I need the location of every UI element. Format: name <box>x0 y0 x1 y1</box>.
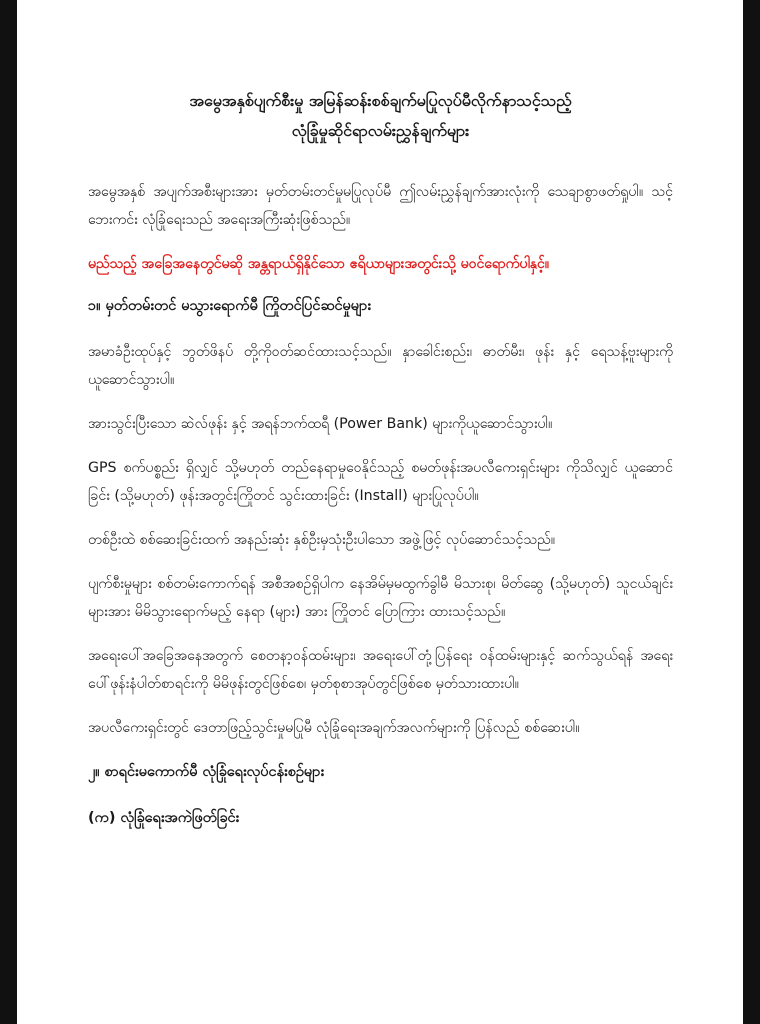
section-1-heading: ၁။ မှတ်တမ်းတင် မသွားရောက်မီ ကြိုတင်ပြင်ဆင်မှုများ <box>88 298 372 314</box>
section-1-paragraph: အရေးပေါ်အခြေအနေအတွက် စေတနာ့ဝန်ထမ်းများ၊ အရေးပေါ်တုံ့ပြန်ရေး ဝန်ထမ်းများနှင့် ဆက်သွယ်ရန် အရေးပေါ်ဖုန်းနံပါတ်စာရင်းကို မိမိဖုန်းတွင်ဖြစ်စေ၊ မှတ်စုစာအုပ်တွင်ဖြစ်စေ မှတ်သားထားပါ။ <box>88 648 673 692</box>
section-1-paragraph: အမာခံဦးထုပ်နှင့် ဘွတ်ဖိနပ် တို့ကိုဝတ်ဆင်ထားသင့်သည်။ နှာခေါင်းစည်း၊ ဓာတ်မီး၊ ဖုန်း နှင့် ရေသန့်ဗူးများကို ယူဆောင်သွားပါ။ <box>88 344 673 388</box>
section-1-paragraph: ပျက်စီးမှုများ စစ်တမ်းကောက်ရန် အစီအစဉ်ရှိပါက နေအိမ်မှမထွက်ခွါမီ မိသားစု၊ မိတ်ဆွေ (သို့မဟုတ်) သူငယ်ချင်းများအား မိမိသွားရောက်မည့် နေရာ (များ) အား ကြိုတင် ပြောကြား ထားသင့်သည်။ <box>88 576 673 620</box>
section-2-subheading: (က) လုံခြုံရေးအကဲဖြတ်ခြင်း <box>88 810 240 826</box>
title-line-1: အမွေအနှစ်ပျက်စီးမှု အမြန်ဆန်းစစ်ချက်မပြုလုပ်မီလိုက်နာသင့်သည့် <box>189 91 572 110</box>
document-page <box>17 0 743 1024</box>
title-line-2: လုံခြုံမှုဆိုင်ရာလမ်းညွှန်ချက်များ <box>291 121 470 140</box>
section-2-heading: ၂။ စာရင်းမကောက်မီ လုံခြုံရေးလုပ်ငန်းစဉ်များ <box>88 764 325 780</box>
section-1-paragraph: အားသွင်းပြီးသော ဆဲလ်ဖုန်း နှင့် အရန်ဘက်ထရီ (Power Bank) များကိုယူဆောင်သွားပါ။ <box>88 416 553 432</box>
intro-paragraph: အမွေအနှစ် အပျက်အစီးများအား မှတ်တမ်းတင်မှုမပြုလုပ်မီ ဤလမ်းညွှန်ချက်အားလုံးကို သေချာစွာဖတ်ရှုပါ။ သင့်ဘေးကင်း လုံခြုံရေးသည် အရေးအကြီးဆုံးဖြစ်သည်။ <box>88 184 673 228</box>
warning-text: မည်သည့် အခြေအနေတွင်မဆို အန္တရာယ်ရှိနိုင်သော ဧရိယာများအတွင်းသို့ မဝင်ရောက်ပါနှင့်။ <box>88 256 550 272</box>
section-1-paragraph: GPS စက်ပစ္စည်း ရှိလျှင် သို့မဟုတ် တည်နေရာမှုဝေနိုင်သည့် စမတ်ဖုန်းအပလီကေးရှင်းများ ကိုသိလျှင် ယူဆောင်ခြင်း (သို့မဟုတ်) ဖုန်းအတွင်းကြိုတင် သွင်းထားခြင်း (Install) များပြုလုပ်ပါ။ <box>88 460 673 504</box>
section-1-paragraph: အပလီကေးရှင်းတွင် ဒေတာဖြည့်သွင်းမှုမပြုမီ လုံခြုံရေးအချက်အလက်များကို ပြန်လည် စစ်ဆေးပါ။ <box>88 720 580 736</box>
document-title <box>88 86 673 146</box>
section-1-paragraph: တစ်ဦးထဲ စစ်ဆေးခြင်းထက် အနည်းဆုံး နှစ်ဦးမှသုံးဦးပါသော အဖွဲ့ဖြင့် လုပ်ဆောင်သင့်သည်။ <box>88 532 556 548</box>
